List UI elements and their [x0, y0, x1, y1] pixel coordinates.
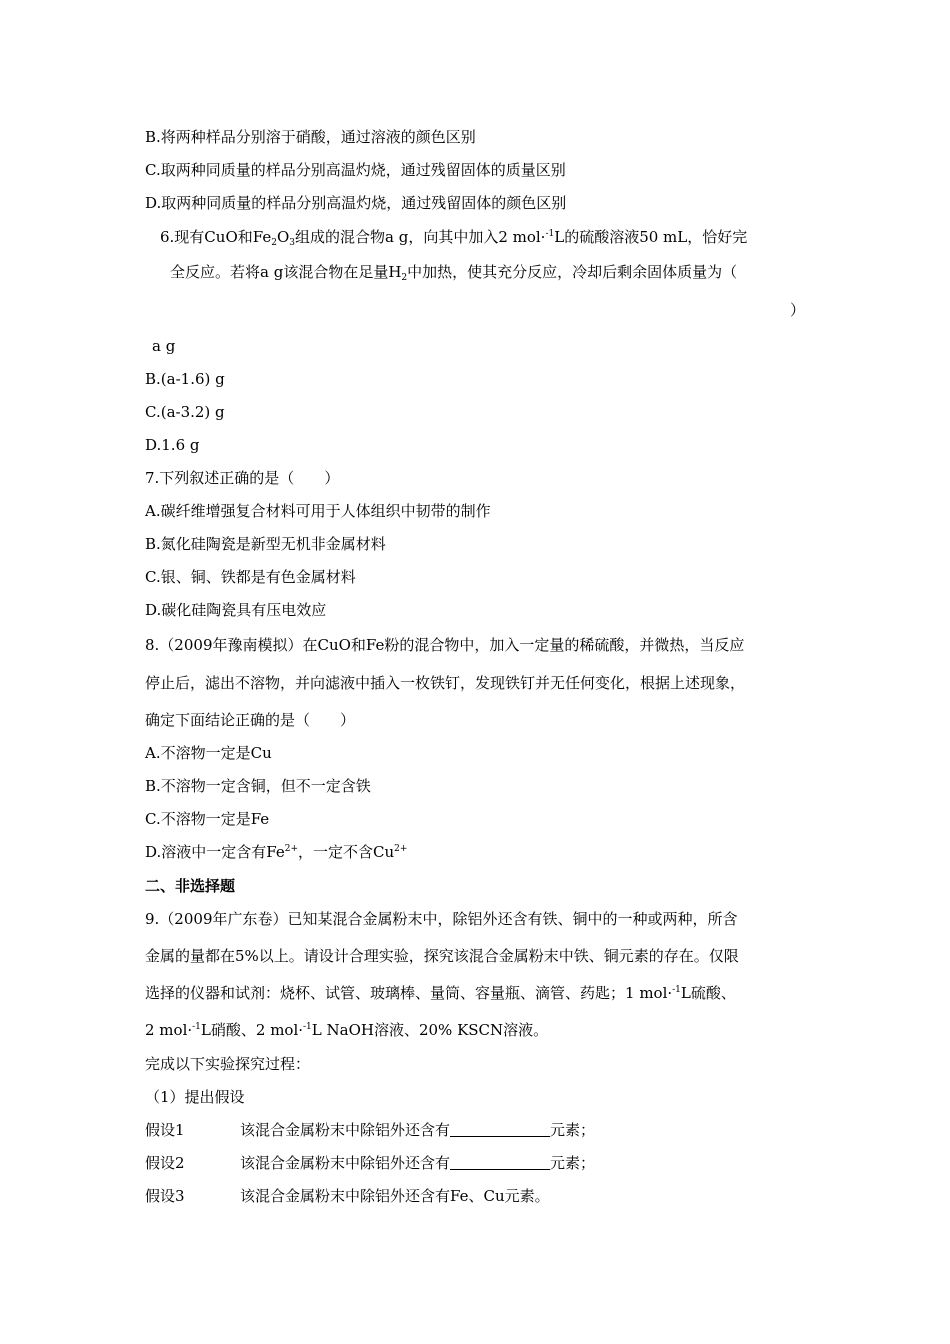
question-6-line-2: 全反应。若将a g该混合物在足量$H_2$中加热，使其充分反应，冷却后剩余固体质量为（	[170, 263, 738, 283]
hypothesis-1-label: 假设1	[145, 1121, 185, 1139]
question-7-option-c: C.银、铜、铁都是有色金属材料	[145, 568, 356, 586]
question-6-option-d: D.1.6 g	[145, 436, 200, 454]
question-6-option-a: a g	[152, 337, 176, 355]
question-7-option-b: B.氮化硅陶瓷是新型无机非金属材料	[145, 535, 386, 553]
hypothesis-1-blank[interactable]	[450, 1122, 550, 1137]
hypothesis-3-text: 该混合金属粉末中除铝外还含有Fe、Cu元素。	[240, 1187, 550, 1205]
question-6-line-3: ）	[790, 301, 806, 319]
hypothesis-3-label: 假设3	[145, 1187, 185, 1205]
question-7-option-d: D.碳化硅陶瓷具有压电效应	[145, 601, 327, 619]
hypothesis-1-text: 该混合金属粉末中除铝外还含有 元素；	[240, 1121, 596, 1139]
hypothesis-2-label: 假设2	[145, 1154, 185, 1172]
question-8-line-3: 确定下面结论正确的是（ ）	[145, 711, 356, 729]
question-6-option-c: C.(a-3.2) g	[145, 403, 225, 421]
question-7: 7.下列叙述正确的是（ ）	[145, 469, 340, 487]
question-8-option-a: A.不溶物一定是Cu	[145, 744, 272, 762]
question-9-line-2: 金属的量都在5%以上。请设计合理实验，探究该混合金属粉末中铁、铜元素的存在。仅限	[145, 947, 739, 965]
hypothesis-2-blank[interactable]	[450, 1155, 550, 1170]
question-8-option-b: B.不溶物一定含铜，但不一定含铁	[145, 777, 371, 795]
question-9-line-6: （1）提出假设	[145, 1088, 245, 1106]
question-8-option-c: C.不溶物一定是Fe	[145, 810, 270, 828]
hypothesis-2-text: 该混合金属粉末中除铝外还含有 元素；	[240, 1154, 596, 1172]
question-8-line-1: 8.（2009年豫南模拟）在CuO和Fe粉的混合物中，加入一定量的稀硫酸，并微热，当反应	[145, 636, 745, 654]
question-8-option-d: D.溶液中一定含有$Fe^{2+}$，一定不含$Cu^{2+}$	[145, 843, 408, 861]
question-7-option-a: A.碳纤维增强复合材料可用于人体组织中韧带的制作	[145, 502, 491, 520]
question-9-line-3: 选择的仪器和试剂：烧杯、试管、玻璃棒、量筒、容量瓶、滴管、药匙；1 mol·$^{-1}$L硫酸、	[145, 984, 736, 1002]
option-b-line: B.将两种样品分别溶于硝酸，通过溶液的颜色区别	[145, 128, 476, 146]
option-d-line: D.取两种同质量的样品分别高温灼烧，通过残留固体的颜色区别	[145, 194, 567, 212]
question-9-line-5: 完成以下实验探究过程：	[145, 1055, 311, 1073]
option-c-line: C.取两种同质量的样品分别高温灼烧，通过残留固体的质量区别	[145, 161, 566, 179]
question-9-line-1: 9.（2009年广东卷）已知某混合金属粉末中，除铝外还含有铁、铜中的一种或两种，所含	[145, 910, 738, 928]
section-heading: 二、非选择题	[145, 877, 236, 895]
question-8-line-2: 停止后，滤出不溶物，并向滤液中插入一枚铁钉，发现铁钉并无任何变化，根据上述现象，	[145, 674, 746, 692]
question-6-line-1: 6.现有CuO和$Fe_2O_3$组成的混合物a g，向其中加入2 mol·$^{-1}$L的硫酸溶液50 mL，恰好完	[160, 228, 748, 248]
question-6-option-b: B.(a-1.6) g	[145, 370, 225, 388]
question-9-line-4: 2 mol·$^{-1}$L硝酸、2 mol·$^{-1}$L NaOH溶液、20% KSCN溶液。	[145, 1021, 549, 1039]
